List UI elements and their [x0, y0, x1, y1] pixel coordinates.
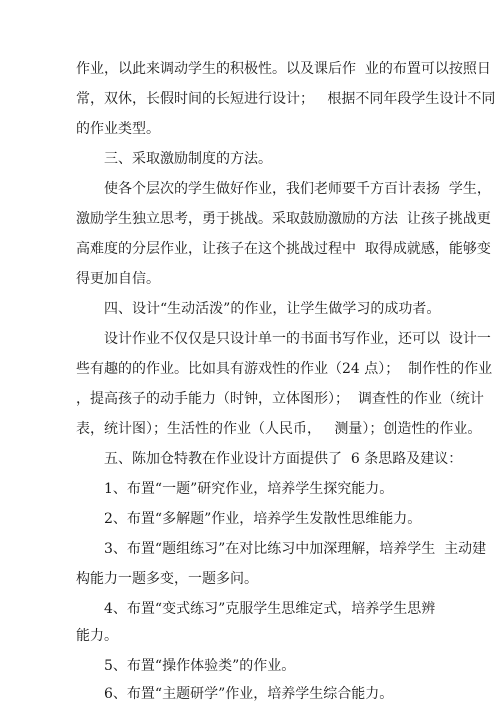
text-line-9: 四、设计“生动活泼”的作业，让学生做学习的成功者。	[104, 301, 441, 317]
text-line-17: 3、布置“题组练习”在对比练习中加深理解，培养学生 主动建	[104, 541, 487, 557]
text-line-19: 4、布置“变式练习”克服学生思维定式，培养学生思辨	[104, 601, 436, 617]
text-line-4: 三、采取激励制度的方法。	[104, 151, 272, 167]
text-line-5: 使各个层次的学生做好作业，我们老师要千方百计表扬 学生，	[104, 181, 491, 197]
text-line-12: ，提高孩子的动手能力（时钟，立体图形）； 调查性的作业（统计	[76, 391, 484, 407]
text-line-20: 能力。	[76, 628, 118, 644]
text-line-22: 6、布置“主题研学”作业，培养学生综合能力。	[104, 686, 394, 702]
text-line-1: 作业，以此来调动学生的积极性。以及课后作 业的布置可以按照日	[76, 61, 491, 77]
text-line-7: 高难度的分层作业，让孩子在这个挑战过程中 取得成就感，能够变	[76, 241, 491, 257]
text-line-21: 5、布置“操作体验类”的作业。	[104, 658, 296, 674]
text-line-14: 五、陈加仓特教在作业设计方面提供了 6 条思路及建议：	[104, 451, 463, 467]
text-line-10: 设计作业不仅仅是只设计单一的书面书写作业，还可以 设计一	[104, 331, 491, 347]
text-line-11: 些有趣的的作业。比如具有游戏性的作业（24 点）； 制作性的作业	[76, 361, 493, 377]
text-line-6: 激励学生独立思考，勇于挑战。采取鼓励激励的方法 让孩子挑战更	[76, 211, 491, 227]
text-line-2: 常，双休，长假时间的长短进行设计； 根据不同年段学生设计不同	[76, 91, 496, 107]
text-line-3: 的作业类型。	[76, 121, 160, 137]
text-line-8: 得更加自信。	[76, 271, 160, 287]
text-line-16: 2、布置“多解题”作业，培养学生发散性思维能力。	[104, 511, 422, 527]
text-line-15: 1、布置“一题”研究作业，培养学生探究能力。	[104, 481, 394, 497]
text-line-13: 表，统计图）；生活性的作业（人民币， 测量）；创造性的作业。	[76, 421, 482, 437]
text-line-18: 构能力一题多变，一题多问。	[76, 571, 258, 587]
